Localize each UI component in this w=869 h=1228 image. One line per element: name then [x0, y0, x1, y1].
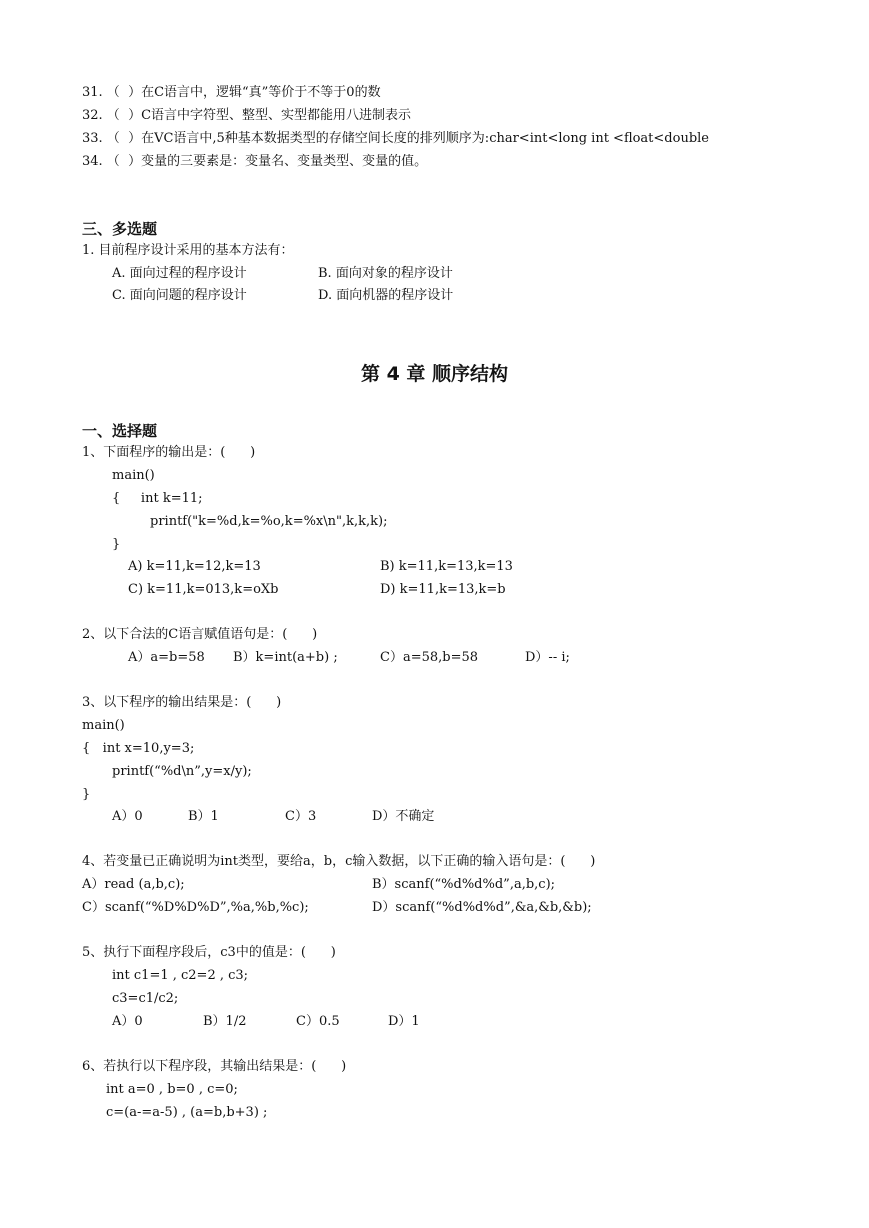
tf-item-31: 31. （ ）在C语言中，逻辑“真”等价于不等于0的数	[82, 85, 381, 100]
q5-code-line-1: int c1=1 , c2=2 , c3;	[112, 968, 249, 983]
q3-code-line-1: main()	[82, 718, 125, 733]
q6-code-line-2: c=(a-=a-5) , (a=b,b+3) ;	[106, 1105, 268, 1120]
q2-option-a: A）a=b=58	[128, 650, 205, 665]
tf-item-32: 32. （ ）C语言中字符型、整型、实型都能用八进制表示	[82, 108, 412, 123]
q2-option-d: D）-- i;	[525, 650, 570, 665]
q3-option-d: D）不确定	[372, 809, 435, 824]
q6-stem: 6、若执行以下程序段，其输出结果是：( )	[82, 1059, 347, 1074]
q1-code-line-2: { int k=11;	[112, 491, 203, 506]
q5-option-d: D）1	[388, 1014, 420, 1029]
q4-stem: 4、若变量已正确说明为int类型，要给a，b，c输入数据，以下正确的输入语句是：( )	[82, 854, 596, 869]
q4-option-d: D）scanf(“%d%d%d”,&a,&b,&b);	[372, 900, 592, 915]
section-3-title: 三、多选题	[82, 220, 158, 238]
tf-item-34: 34. （ ）变量的三要素是：变量名、变量类型、变量的值。	[82, 154, 428, 169]
q5-option-c: C）0.5	[296, 1014, 340, 1029]
q3-code-line-2: { int x=10,y=3;	[82, 741, 195, 756]
section-1-title: 一、选择题	[82, 422, 158, 440]
q4-option-c: C）scanf(“%D%D%D”,%a,%b,%c);	[82, 900, 309, 915]
q5-code-line-2: c3=c1/c2;	[112, 991, 179, 1006]
q1-option-c: C) k=11,k=013,k=oXb	[128, 582, 279, 597]
q4-option-a: A）read (a,b,c);	[82, 877, 185, 892]
q2-option-b: B）k=int(a+b) ;	[233, 650, 338, 665]
q1-option-b: B) k=11,k=13,k=13	[380, 559, 513, 574]
q1-code-line-3: printf("k=%d,k=%o,k=%x\n",k,k,k);	[150, 514, 388, 529]
q2-option-c: C）a=58,b=58	[380, 650, 479, 665]
mc-q1-option-a: A. 面向过程的程序设计	[112, 266, 247, 281]
q4-option-b: B）scanf(“%d%d%d”,a,b,c);	[372, 877, 556, 892]
q3-stem: 3、以下程序的输出结果是：( )	[82, 695, 282, 710]
q5-option-b: B）1/2	[203, 1014, 247, 1029]
q3-code-line-3: printf(“%d\n”,y=x/y);	[112, 764, 252, 779]
q1-code-line-4: }	[112, 537, 121, 552]
q3-code-line-4: }	[82, 787, 91, 802]
mc-q1-option-d: D. 面向机器的程序设计	[318, 288, 454, 303]
q1-stem: 1、下面程序的输出是：( )	[82, 445, 256, 460]
q1-option-a: A) k=11,k=12,k=13	[128, 559, 261, 574]
q3-option-c: C）3	[285, 809, 317, 824]
q2-stem: 2、以下合法的C语言赋值语句是：( )	[82, 627, 318, 642]
q1-code-line-1: main()	[112, 468, 155, 483]
mc-q1-option-c: C. 面向问题的程序设计	[112, 288, 247, 303]
mc-q1-option-b: B. 面向对象的程序设计	[318, 266, 453, 281]
mc-q1-stem: 1. 目前程序设计采用的基本方法有：	[82, 243, 294, 258]
q6-code-line-1: int a=0 , b=0 , c=0;	[106, 1082, 238, 1097]
q3-option-b: B）1	[188, 809, 219, 824]
q3-option-a: A）0	[112, 809, 143, 824]
q1-option-d: D) k=11,k=13,k=b	[380, 582, 506, 597]
q5-option-a: A）0	[112, 1014, 143, 1029]
chapter-title: 第 4 章 顺序结构	[360, 363, 509, 385]
tf-item-33: 33. （ ）在VC语言中,5种基本数据类型的存储空间长度的排列顺序为:char<int<long int <float<double	[82, 131, 709, 146]
q5-stem: 5、执行下面程序段后，c3中的值是：( )	[82, 945, 336, 960]
